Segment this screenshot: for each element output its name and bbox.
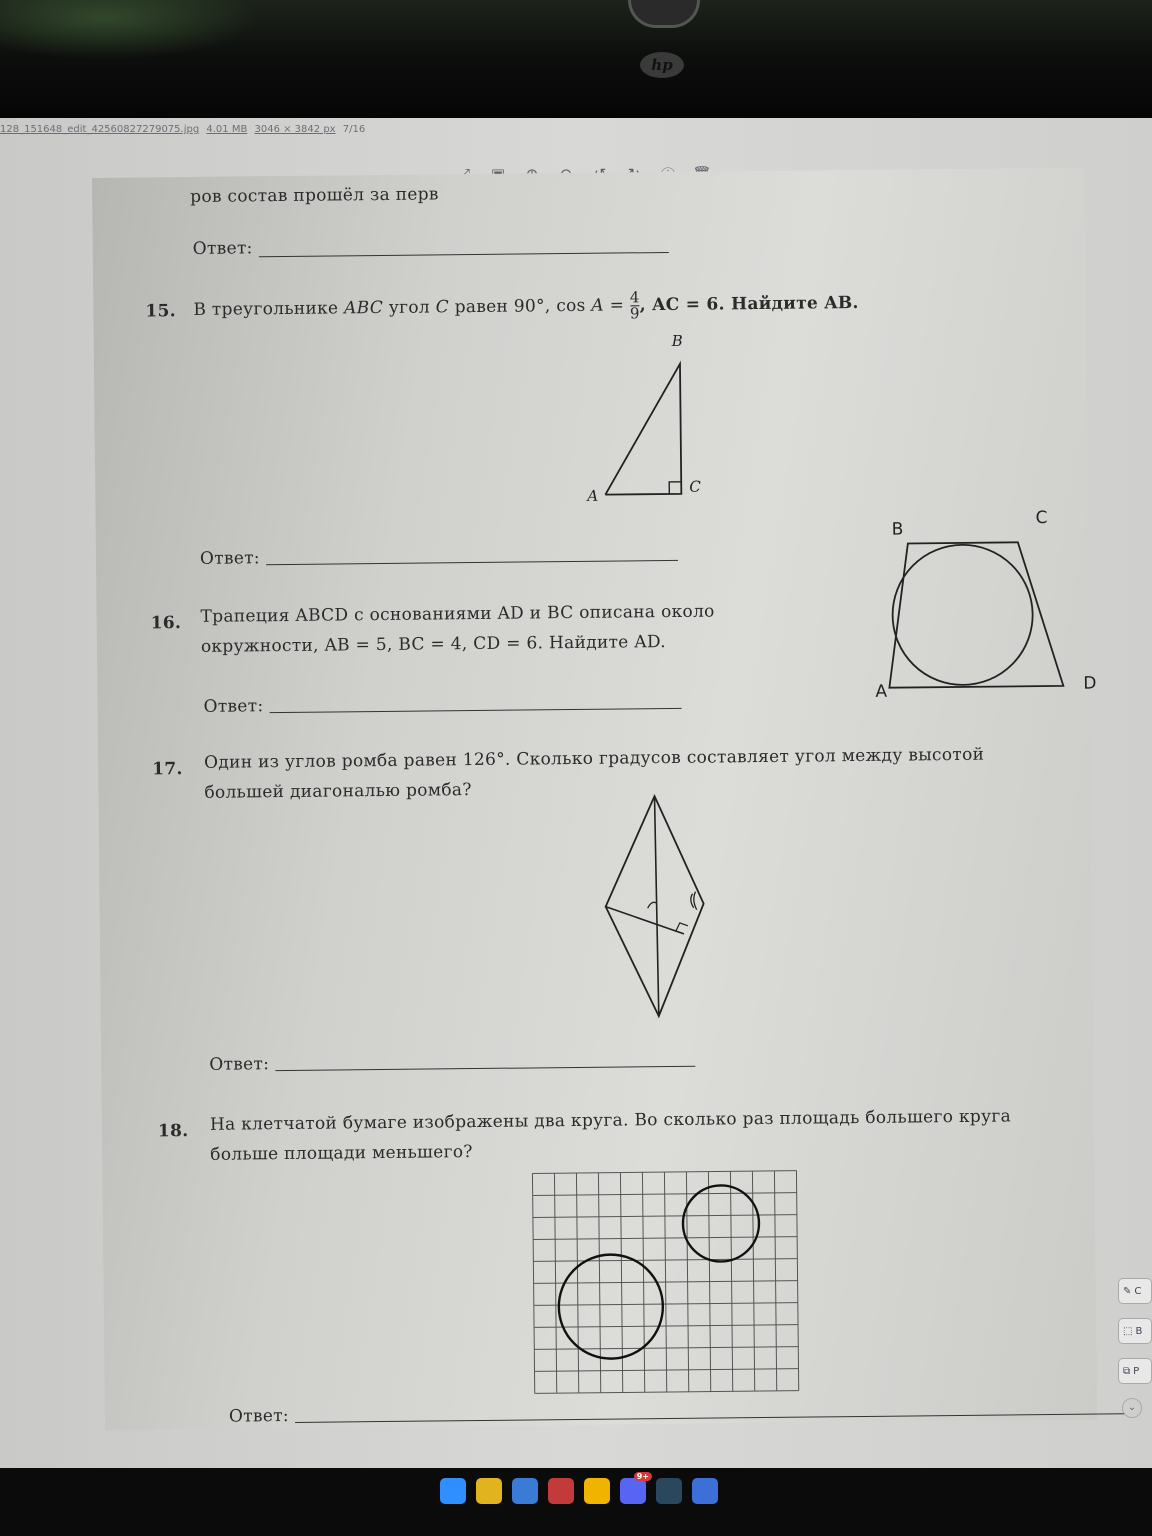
image-info-bar [0, 124, 369, 144]
large-circle [558, 1254, 663, 1359]
label-b-16: B [891, 519, 904, 540]
chrome-icon[interactable] [476, 1478, 502, 1504]
side-button-copy[interactable]: ⧉ P [1118, 1358, 1152, 1384]
page-counter: 7/16 [342, 124, 366, 135]
answer-line-17[interactable] [275, 1066, 695, 1071]
question-18-line-1: На клетчатой бумаге изображены два круга. Во сколько раз площадь большего круга [209, 1106, 1012, 1135]
answer-label-17: Ответ: [209, 1054, 270, 1075]
edit-icon: ✎ [1123, 1285, 1132, 1297]
answer-line-14[interactable] [259, 252, 669, 257]
question-16-line-1: Трапеция ABCD с основаниями AD и BC описана около [200, 601, 715, 627]
label-b-15: B [671, 331, 683, 350]
steam-icon[interactable] [656, 1478, 682, 1504]
files-icon[interactable] [584, 1478, 610, 1504]
side-button-edit[interactable]: ✎ C [1118, 1278, 1152, 1304]
side-button-select[interactable]: ⬚ B [1118, 1318, 1152, 1344]
previous-question-fragment: ров состав прошёл за перв [190, 184, 439, 207]
trapezoid-abcd-figure [886, 528, 1088, 700]
question-17-line-1: Один из углов ромба равен 126°. Сколько градусов составляет угол между высотой [204, 744, 985, 773]
question-18-line-2: больше площади меньшего? [210, 1142, 473, 1165]
question-16-line-2: окружности, AB = 5, BC = 4, CD = 6. Найдите AD. [200, 632, 667, 657]
question-15-number: 15. [145, 301, 176, 322]
worksheet-page [92, 168, 1097, 1430]
answer-label-14: Ответ: [192, 238, 253, 259]
file-size: 4.01 MB [206, 124, 248, 135]
answer-label-16: Ответ: [203, 696, 264, 717]
webcam [628, 0, 700, 28]
label-c-16: C [1035, 508, 1048, 529]
select-icon: ⬚ [1123, 1325, 1133, 1337]
label-a-16: A [875, 681, 888, 702]
question-15-text: В треугольнике ABC угол C равен 90°, cos A = $\frac{4}{9}$ , AC = 6. Найдите AB. [193, 288, 859, 323]
answer-label-18: Ответ: [228, 1406, 289, 1427]
question-16-number: 16. [150, 613, 182, 634]
question-17-number: 17. [152, 759, 183, 780]
file-name[interactable]: 128_151648_edit_42560827279075.jpg [0, 124, 200, 135]
windows-start-icon[interactable] [440, 1478, 466, 1504]
game-icon[interactable] [548, 1478, 574, 1504]
copy-icon: ⧉ [1123, 1365, 1131, 1377]
hp-logo: hp [640, 52, 684, 78]
notification-badge: 9+ [634, 1472, 652, 1481]
app-icon[interactable] [692, 1478, 718, 1504]
laptop-bezel [0, 0, 1152, 118]
taskbar-apps [440, 1472, 718, 1504]
question-17-line-2: большей диагональю ромба? [204, 780, 472, 803]
chevron-down-icon[interactable]: ⌄ [1122, 1398, 1142, 1418]
answer-label-15: Ответ: [199, 548, 261, 569]
discord-icon[interactable] [620, 1472, 649, 1504]
image-dimensions: 3046 × 3842 px [254, 124, 336, 135]
small-circle [683, 1185, 760, 1262]
rhombus-figure [598, 791, 720, 1022]
label-a-15: A [587, 486, 599, 505]
answer-line-16[interactable] [270, 708, 682, 713]
screen [0, 118, 1152, 1468]
label-d-16: D [1083, 673, 1097, 694]
answer-line-18[interactable] [295, 1413, 1125, 1423]
question-18-number: 18. [157, 1121, 189, 1142]
side-panel [1112, 1278, 1152, 1418]
taskbar [0, 1468, 1152, 1536]
circles-grid-figure [532, 1171, 800, 1384]
background-blur [0, 0, 260, 60]
store-icon[interactable] [512, 1478, 538, 1504]
answer-line-15[interactable] [266, 560, 678, 565]
label-c-15: C [689, 477, 701, 496]
